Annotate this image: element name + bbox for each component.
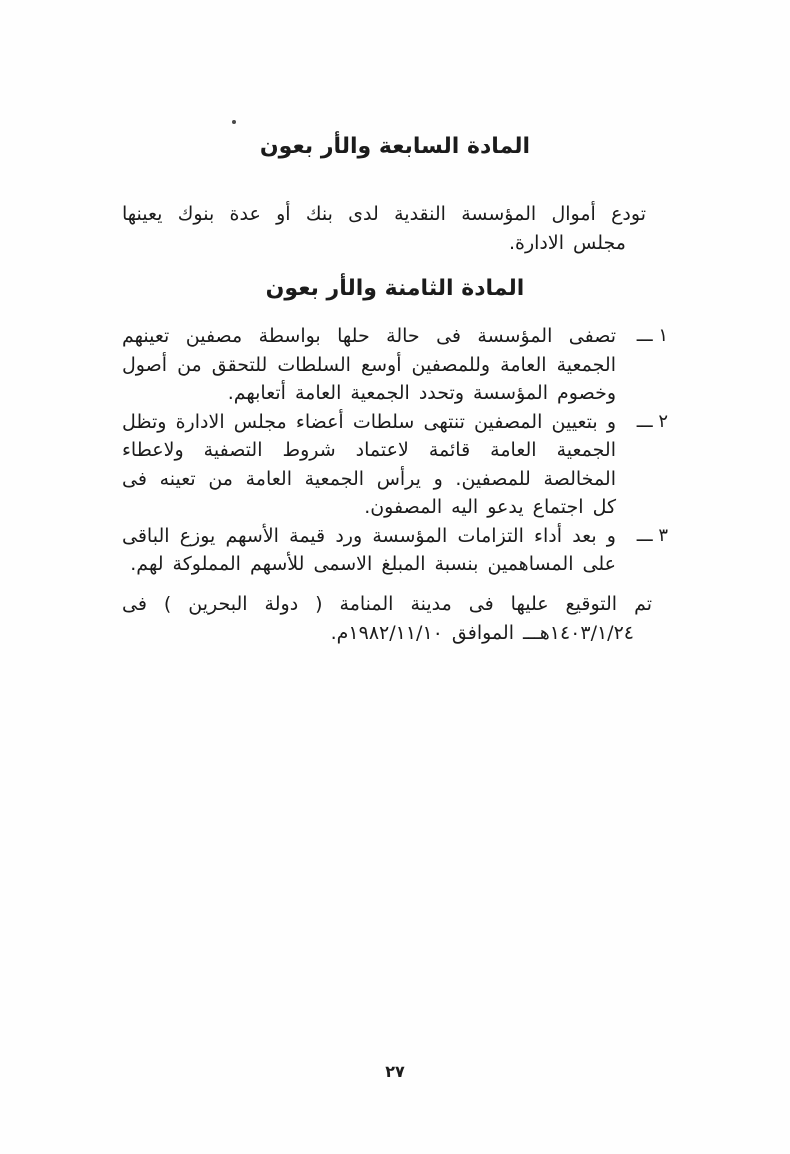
clause-1	[122, 322, 668, 408]
clause-1-text: تصفى المؤسسة فى حالة حلها بواسطة مصفين تعينهم الجمعية العامة وللمصفين أوسع السلطات للتحقق من أصول وخصوم المؤسسة وتحدد الجمعية العامة أتعابهم.	[122, 325, 616, 404]
page-number: ٢٧	[385, 1062, 405, 1081]
clause-2-text: و بتعيين المصفين تنتهى سلطات أعضاء مجلس الادارة وتظل الجمعية العامة قائمة لاعتماد شروط التصفية ولاعطاء المخالصة للمصفين. و يرأس الجمعية العامة من تعينه فى كل اجتماع يدعو اليه المصفون.	[122, 410, 616, 518]
clause-3-text: و بعد أداء التزامات المؤسسة ورد قيمة الأسهم يوزع الباقى على المساهمين بنسبة المبلغ الاسمى للأسهم المملوكة لهم.	[122, 524, 616, 575]
article-47-heading: المادة السابعة والأر بعون	[259, 134, 531, 159]
scan-artifact-dot	[232, 120, 236, 124]
article-47-paragraph: تودع أموال المؤسسة النقدية لدى بنك أو عدة بنوك يعينها مجلس الادارة.	[122, 203, 646, 254]
article-48-clauses	[122, 322, 668, 579]
clause-1-number: ١ ـــ	[636, 325, 668, 346]
article-48-heading: المادة الثامنة والأر بعون	[265, 276, 525, 301]
clause-2	[122, 408, 668, 522]
signing-statement: تم التوقيع عليها فى مدينة المنامة ( دولة البحرين ) فى ١٤٠٣/١/٢٤هـــ الموافق ١٩٨٢/١١/١٠م.	[122, 593, 652, 644]
clause-3-number: ٣ ـــ	[636, 524, 668, 546]
clause-2-number: ٢ ـــ	[636, 410, 668, 432]
clause-3	[122, 522, 668, 579]
